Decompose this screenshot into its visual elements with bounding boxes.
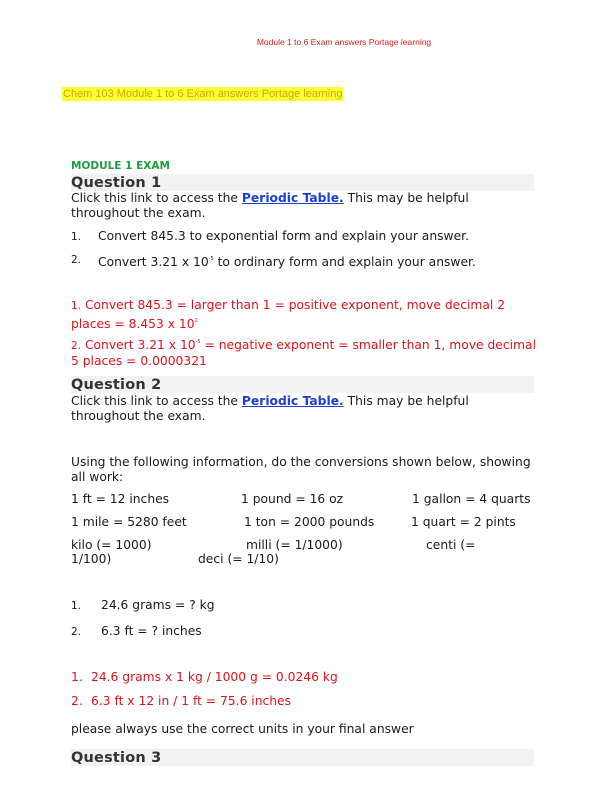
conversion-row-2 [71, 515, 536, 531]
question-2-heading: Question 2 [71, 376, 534, 393]
conversion-fact: 1 gallon = 4 quarts [412, 492, 531, 506]
exponent: -5 [208, 256, 214, 262]
conversion-fact: 1 pound = 16 oz [241, 492, 344, 506]
q2-answer-2 [71, 694, 536, 709]
prefix-kilo: kilo (= 1000) [71, 538, 152, 552]
exponent: -5 [195, 339, 201, 345]
intro-text: Click this link to access the [71, 394, 242, 408]
answer-text: 24.6 grams x 1 kg / 1000 g = 0.0246 kg [91, 670, 338, 684]
prefix-centi: centi (= [426, 538, 476, 552]
q1-item-2 [71, 252, 536, 268]
item-number: 2. [71, 626, 82, 638]
header-note: Module 1 to 6 Exam answers Portage learning [256, 37, 432, 47]
answer-text: 6.3 ft x 12 in / 1 ft = 75.6 inches [91, 694, 292, 708]
prefix-deci: deci (= 1/10) [198, 552, 279, 566]
question-1-intro [71, 191, 536, 221]
answer-number: 2. [71, 694, 83, 708]
periodic-table-link[interactable]: Periodic Table. [241, 394, 344, 408]
answer-number: 2. [71, 340, 82, 352]
answer-number: 1. [71, 670, 83, 684]
item-number: 1. [71, 600, 82, 612]
q2-item-1 [71, 598, 536, 614]
q2-answer-1 [71, 670, 536, 685]
answer-text-cont: = negative exponent = smaller than 1, move decimal 5 places = 0.0000321 [71, 338, 536, 368]
question-1-heading: Question 1 [71, 174, 534, 191]
question-2-intro [71, 394, 536, 424]
conversion-fact: 1 ft = 12 inches [71, 492, 170, 506]
conversion-fact: 1 quart = 2 pints [411, 515, 516, 529]
item-text: 6.3 ft = ? inches [101, 624, 202, 638]
conversion-info: Using the following information, do the conversions shown below, showing all work: [71, 455, 531, 484]
units-note: please always use the correct units in your final answer [71, 722, 414, 736]
item-text: 24.6 grams = ? kg [101, 598, 215, 612]
highlighted-title: Chem 103 Module 1 to 6 Exam answers Portage learning [63, 88, 343, 100]
item-text: Convert 3.21 x $10^{-5}$ to ordinary form and explain your answer. [98, 255, 476, 269]
periodic-table-link[interactable]: Periodic Table. [241, 191, 344, 205]
answer-text: Convert 845.3 = larger than 1 = positive exponent, move decimal 2 places = 8.453 x 10 [71, 298, 506, 331]
q1-answer-1 [71, 298, 536, 332]
q1-answer-2 [71, 335, 536, 369]
conversion-fact: 1 ton = 2000 pounds [244, 515, 375, 529]
q1-item-1 [71, 229, 536, 245]
item-number: 2. [71, 254, 82, 266]
conversion-fact: 1 mile = 5280 feet [71, 515, 187, 529]
intro-text-cont: This may be helpful throughout the exam. [71, 191, 469, 220]
answer-number: 1. [71, 300, 82, 312]
item-number: 1. [71, 231, 82, 243]
intro-text: Click this link to access the [71, 191, 242, 205]
exponent: 2 [194, 318, 198, 324]
prefix-milli: milli (= 1/1000) [246, 538, 343, 552]
answer-text: Convert 3.21 x 10 [81, 338, 196, 352]
question-3-heading: Question 3 [71, 749, 534, 766]
prefix-centi-cont: 1/100) [71, 552, 112, 566]
q2-item-2 [71, 624, 536, 640]
item-text: Convert 845.3 to exponential form and explain your answer. [98, 229, 469, 243]
intro-text-cont: This may be helpful throughout the exam. [71, 394, 469, 423]
module-heading: MODULE 1 EXAM [71, 160, 170, 172]
conversion-row-1 [71, 492, 536, 508]
prefix-list [71, 538, 536, 568]
